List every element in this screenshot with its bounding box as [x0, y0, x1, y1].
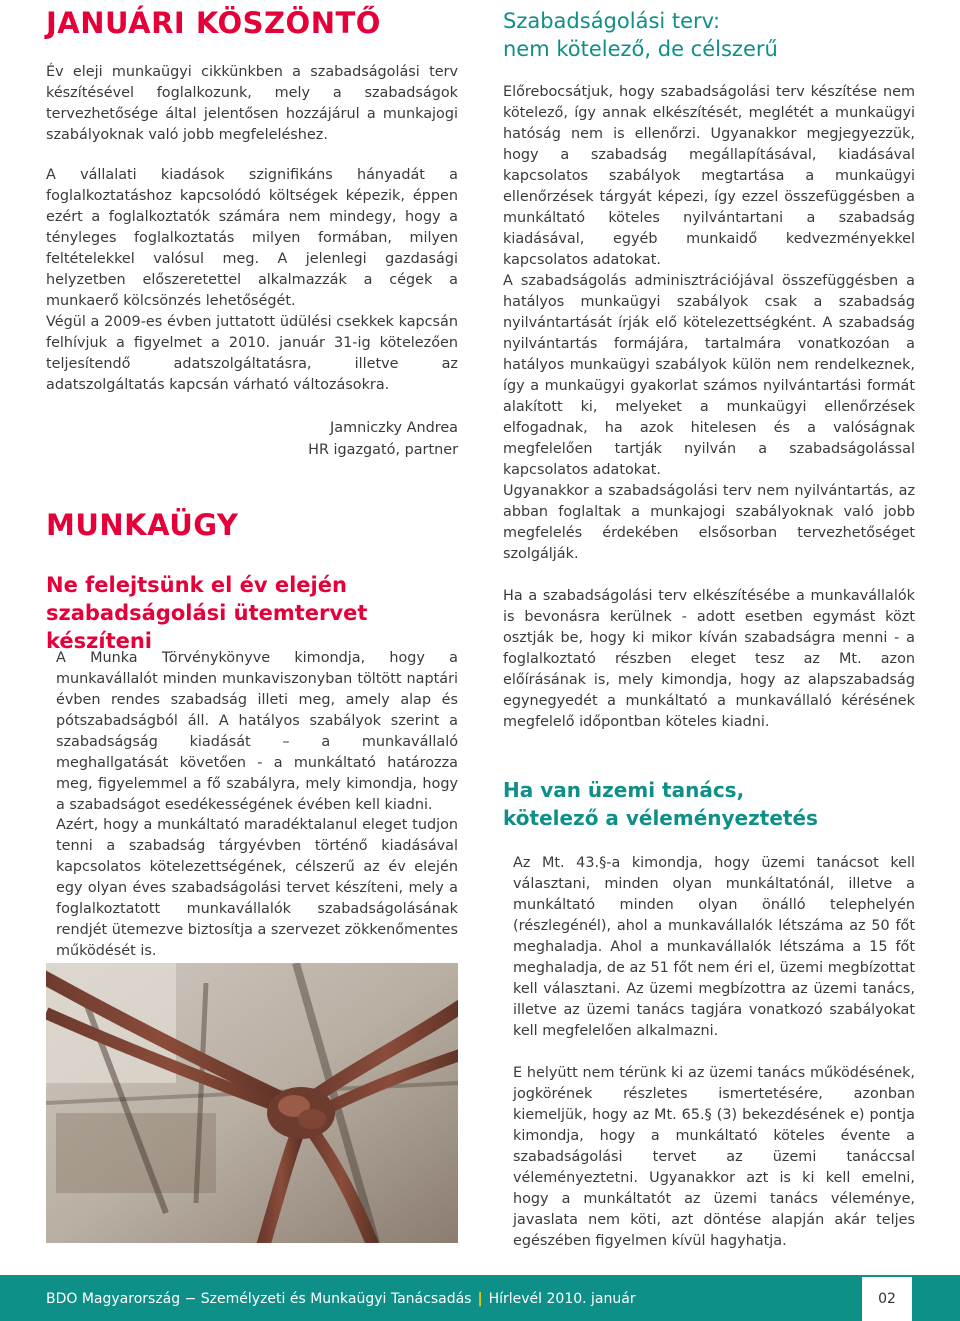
article-paragraph-1: A Munka Törvénykönyve kimondja, hogy a munkavállalót minden munkaviszonyban töltött naptári évben rendes szabadság illeti meg, amely alap és pótszabadságból áll. A hatályos szabályok szerint a szabadságság kiadását – a munkavállaló meghallgatását követően - a munkáltató határozza meg, figyelemmel a fő szabályra, mely kimondja, hogy a szabadságot esedékességének évében kell kiadni. [56, 650, 458, 813]
footer-text [46, 1291, 636, 1307]
right-paragraph-5: Az Mt. 43.§-a kimondja, hogy üzemi tanácsot kell választani, minden olyan munkáltatónál, illetve a munkáltató minden olyan önálló telephelyén (részlegénél), ahol a munkavállalók létszáma az 50 főt meghaladja. Ahol a munkavállalók létszáma a 15 főt meghaladja, de az 51 főt nem éri el, üzemi megbízottat kell választani. Az üzemi megbízottra az üzemi tanács, illetve az üzemi tanács tagjára vonatkozó szabályokat kell megfelelően alkalmazni. [513, 855, 915, 1039]
munkaugy-heading: MUNKAÜGY [46, 508, 239, 542]
right-paragraph-6: E helyütt nem térünk ki az üzemi tanács működésének, jogkörének részletes ismertetésére, azonban kiemeljük, hogy az Mt. 65.§ (3) bekezdésének e) pontja kimondja, hogy a munkáltató köteles évente a szabadságolási tervet az üzemi tanáccsal véleményeztetni. Ugyanakkor azt is ki kell emelni, hogy a munkáltatót az üzemi tanács véleménye, javaslata nem köti, azt döntése alapján akár teljes egészében figyelmen kívül hagyhatja. [513, 1065, 915, 1249]
article-paragraph-2: Azért, hogy a munkáltató maradéktalanul eleget tudjon tenni a szabadság tárgyévben történő kiadásával kapcsolatos kötelezettségének, célszerű az év elején egy olyan éves szabadságolási tervet készíteni, mely a foglalkoztatott munkavállalók szabadságolásának rendjét ütemezve biztosítja a szervezet zökkenőmentes működését is. [56, 817, 458, 959]
signature-name: Jamniczky Andrea [330, 420, 458, 436]
intro-paragraph-2: A vállalati kiadások szignifikáns hányadát a foglalkoztatáshoz kapcsolódó költségek képezik, éppen ezért a foglalkoztatók számára nem mindegy, hogy a tényleges foglalkoztatás milyen formában, milyen feltételekkel valósul meg. A jelenlegi gazdasági helyzetben előszeretettel alkalmazzák a cégek a munkaerő kölcsönzés lehetőségét. [46, 167, 458, 309]
footer-bar [0, 1275, 960, 1321]
intro-paragraph-3: Végül a 2009-es évben juttatott üdülési csekkek kapcsán felhívjuk a figyelmet a 2010. január 31-ig kötelezően teljesítendő adatszolgáltatásra, illetve az adatszolgáltatás kapcsán várható változásokra. [46, 314, 458, 393]
section-title-uzemi-tanacs [503, 776, 915, 832]
januari-koszonto-heading: JANUÁRI KÖSZÖNTŐ [46, 6, 381, 40]
rope-knot-image [46, 963, 458, 1243]
footer-separator: | [477, 1291, 483, 1307]
intro-paragraph-1: Év eleji munkaügyi cikkünkben a szabadságolási terv készítésével foglalkozunk, mely a szabadságok tervezhetősége által jelentősen hozzájárul a munkajogi szabályoknak való jobb megfeleléshez. [46, 64, 458, 143]
footer-issue: Hírlevél 2010. január [488, 1291, 636, 1307]
section-title2-line-2: kötelező a véleményeztetés [503, 806, 818, 830]
page-number: 02 [862, 1277, 912, 1321]
rope-knot-photo [46, 963, 458, 1243]
section-title2-line-1: Ha van üzemi tanács, [503, 778, 745, 802]
footer-company: BDO Magyarország [46, 1291, 181, 1307]
signature [46, 417, 458, 461]
right-paragraph-3: Ugyanakkor a szabadságolási terv nem nyilvántartás, az abban foglaltak a munkajogi szabályoknak való jobb megfelelés érdekében elsősorban tervezhetőséget szolgálják. [503, 483, 915, 562]
section-title-line-1: Szabadságolási terv: [503, 9, 721, 33]
right-paragraph-2: A szabadságolás adminisztrációjával összefüggésben a hatályos munkaügyi szabályok csak a szabadság nyilvántartását írják elő kötelezettségként. A szabadság nyilvántartás formájára, tartalmára vonatkozóan a hatályos munkaügyi szabályok külön nem rendelkeznek, így a munkaügyi gyakorlat számos nyilvántartási formát alakított ki, melyeket a munkaügyi ellenőrzések elfogadnak, ha azok hitelesen és a valóságnak megfelelően tartják nyilván a szabadságolással kapcsolatos adatokat. [503, 273, 915, 478]
section-title-line-2: nem kötelező, de célszerű [503, 37, 778, 61]
right-paragraph-1: Előrebocsátjuk, hogy szabadságolási terv készítése nem kötelező, így annak elkészítését, meglétét a munkaügyi hatóság nem is ellenőrzi. Ugyanakkor megjegyezzük, hogy a szabadság megállapításával, kiadásával kapcsolatos szabályok megtartása a munkaügyi ellenőrzések tárgyát képezi, így ezzel összefüggésben a munkáltató köteles nyilvántartani a szabadság kiadásával, egyéb munkaidő kedvezményekkel kapcsolatos adatokat. [503, 84, 915, 268]
article-title: Ne felejtsünk el év elején szabadságolási ütemtervet készíteni [46, 573, 368, 653]
footer-department: Személyzeti és Munkaügyi Tanácsadás [200, 1291, 472, 1307]
section-title-szabadsagolasi-terv [503, 7, 915, 63]
signature-title: HR igazgató, partner [308, 442, 458, 458]
right-paragraph-4: Ha a szabadságolási terv elkészítésébe a munkavállalók is bevonásra kerülnek - adott esetben egymást közt osztják be, hogy ki mikor kíván szabadságra menni - a foglalkoztató részben eleget tesz az Mt. azon előírásának is, mely kimondja, hogy az alapszabadság egynegyedét a munkáltató a munkavállaló kérésének megfelelő időpontban köteles kiadni. [503, 588, 915, 730]
footer-dash: − [184, 1291, 197, 1307]
